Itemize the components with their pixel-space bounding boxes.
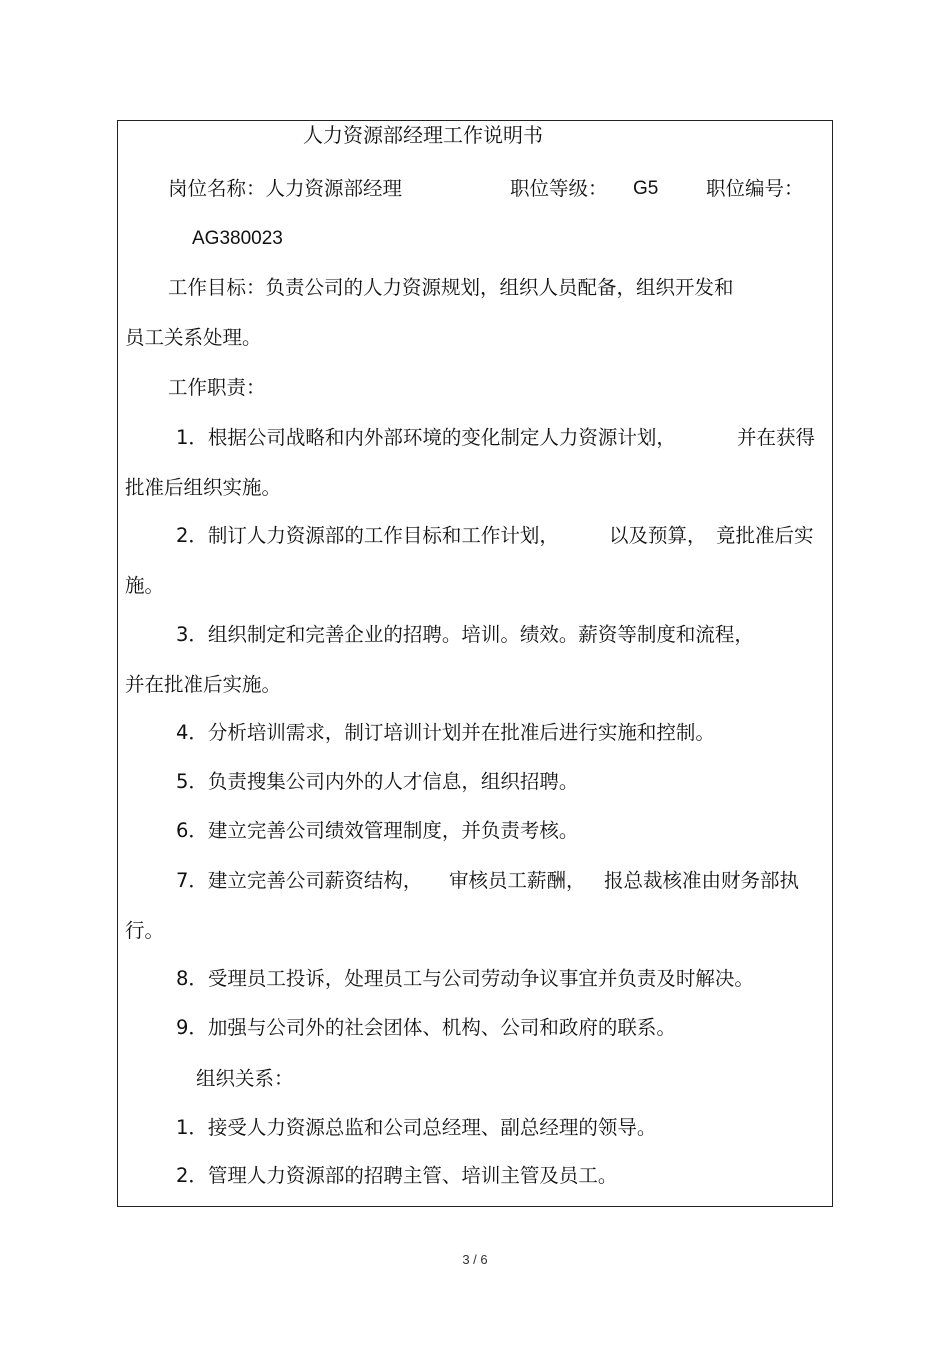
duty-7-part-b: 审核员工薪酬，: [449, 869, 586, 892]
goal-line-1: 工作目标：负责公司的人力资源规划，组织人员配备，组织开发和: [168, 276, 734, 299]
duty-7-part-a: 7．建立完善公司薪资结构，: [176, 869, 423, 892]
duty-2-part-c: 竟批准后实: [716, 524, 814, 547]
duty-8: 8．受理员工投诉，处理员工与公司劳动争议事宜并负责及时解决。: [176, 967, 754, 990]
duty-7-part-c: 报总裁核准由财务部执: [604, 869, 800, 892]
goal-line-2: 员工关系处理。: [125, 326, 262, 349]
duty-3-part-b: 并在批准后实施。: [125, 673, 282, 696]
duty-7-part-d: 行。: [125, 919, 165, 942]
duty-1-part-c: 批准后组织实施。: [125, 476, 282, 499]
duty-5: 5．负责搜集公司内外的人才信息，组织招聘。: [176, 770, 579, 793]
position-name: 岗位名称：人力资源部经理: [168, 177, 403, 200]
duty-2-part-b: 以及预算，: [609, 524, 707, 547]
duty-6: 6．建立完善公司绩效管理制度，并负责考核。: [176, 819, 579, 842]
position-grade-value: G5: [633, 178, 659, 199]
duty-2-part-d: 施。: [125, 574, 165, 597]
duty-3-part-a: 3．组织制定和完善企业的招聘。培训。绩效。薪资等制度和流程，: [176, 623, 754, 646]
duty-1-part-a: 1．根据公司战略和内外部环境的变化制定人力资源计划，: [176, 426, 676, 449]
org-relation-2: 2．管理人力资源部的招聘主管、培训主管及员工。: [176, 1164, 618, 1187]
duties-heading: 工作职责：: [168, 376, 266, 399]
page-number: 3 / 6: [462, 1252, 488, 1267]
position-grade-label: 职位等级：: [510, 177, 608, 200]
position-code-label: 职位编号：: [706, 177, 804, 200]
org-heading: 组织关系：: [196, 1067, 294, 1090]
duty-2-part-a: 2．制订人力资源部的工作目标和工作计划，: [176, 524, 559, 547]
duty-4: 4．分析培训需求，制订培训计划并在批准后进行实施和控制。: [176, 721, 715, 744]
position-code-value: AG380023: [192, 228, 283, 249]
org-relation-1: 1．接受人力资源总监和公司总经理、副总经理的领导。: [176, 1116, 657, 1139]
document-title: 人力资源部经理工作说明书: [303, 123, 543, 147]
duty-1-part-b: 并在获得: [737, 426, 816, 449]
duty-9: 9．加强与公司外的社会团体、机构、公司和政府的联系。: [176, 1016, 676, 1039]
